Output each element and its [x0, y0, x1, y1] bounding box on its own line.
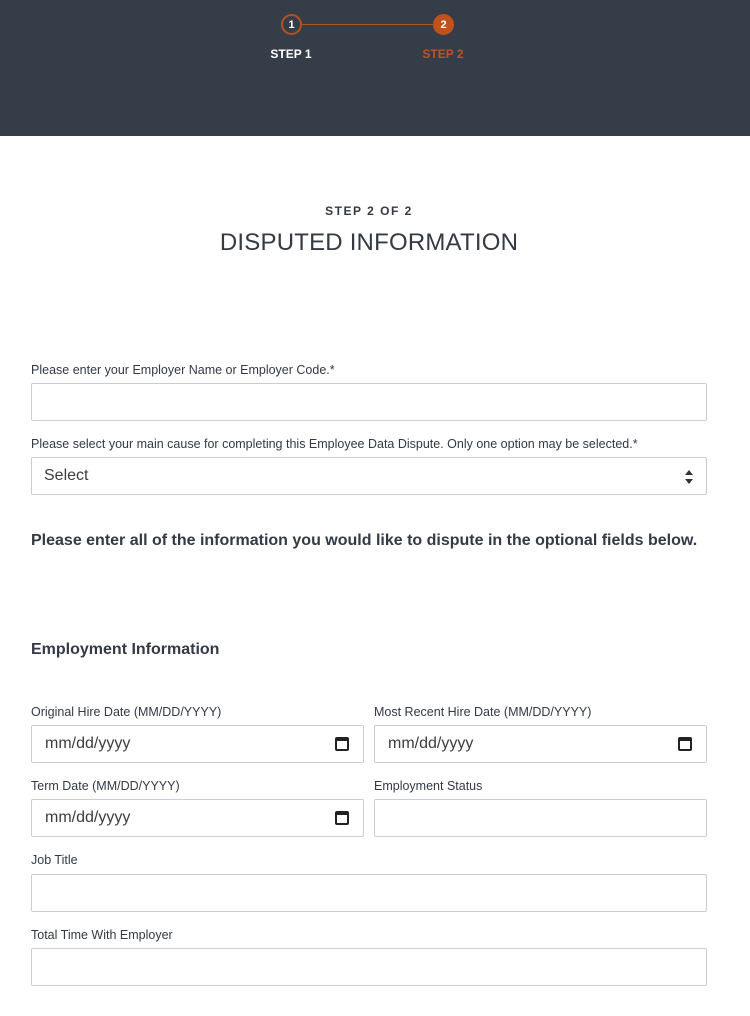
step-2-label: STEP 2	[422, 47, 464, 61]
employment-status-input[interactable]	[374, 799, 707, 837]
total-time-input[interactable]	[31, 948, 707, 986]
step-count: STEP 2 OF 2	[325, 204, 413, 218]
job-title-input[interactable]	[31, 874, 707, 912]
stepper-connector	[302, 24, 433, 25]
cause-select-value: Select	[44, 467, 89, 484]
employer-input[interactable]	[31, 383, 707, 421]
recent-hire-placeholder: mm/dd/yyyy	[388, 735, 474, 752]
step-1-indicator[interactable]: 1	[281, 14, 302, 35]
step-2-indicator: 2	[433, 14, 454, 35]
page-title: DISPUTED INFORMATION	[219, 229, 519, 256]
section-title-employment: Employment Information	[31, 641, 220, 658]
calendar-icon[interactable]	[335, 737, 349, 751]
term-date-input[interactable]	[31, 799, 364, 837]
recent-hire-date-input[interactable]	[374, 725, 707, 763]
employer-label: Please enter your Employer Name or Employer Code.*	[31, 363, 335, 377]
instructions-text: Please enter all of the information you would like to dispute in the optional fields below.	[31, 532, 698, 549]
total-time-label: Total Time With Employer	[31, 928, 173, 942]
original-hire-label: Original Hire Date (MM/DD/YYYY)	[31, 705, 222, 719]
cause-label: Please select your main cause for completing this Employee Data Dispute. Only one option may be selected.*	[31, 437, 638, 451]
recent-hire-label: Most Recent Hire Date (MM/DD/YYYY)	[374, 705, 592, 719]
step-1-label[interactable]: STEP 1	[270, 47, 312, 61]
calendar-icon[interactable]	[678, 737, 692, 751]
original-hire-placeholder: mm/dd/yyyy	[45, 735, 131, 752]
calendar-icon[interactable]	[335, 811, 349, 825]
select-arrows-icon	[685, 470, 693, 484]
term-date-label: Term Date (MM/DD/YYYY)	[31, 779, 180, 793]
original-hire-date-input[interactable]	[31, 725, 364, 763]
job-title-label: Job Title	[31, 853, 78, 867]
cause-select[interactable]	[31, 457, 707, 495]
employment-status-label: Employment Status	[374, 779, 483, 793]
term-date-placeholder: mm/dd/yyyy	[45, 809, 131, 826]
header-band	[0, 0, 750, 136]
